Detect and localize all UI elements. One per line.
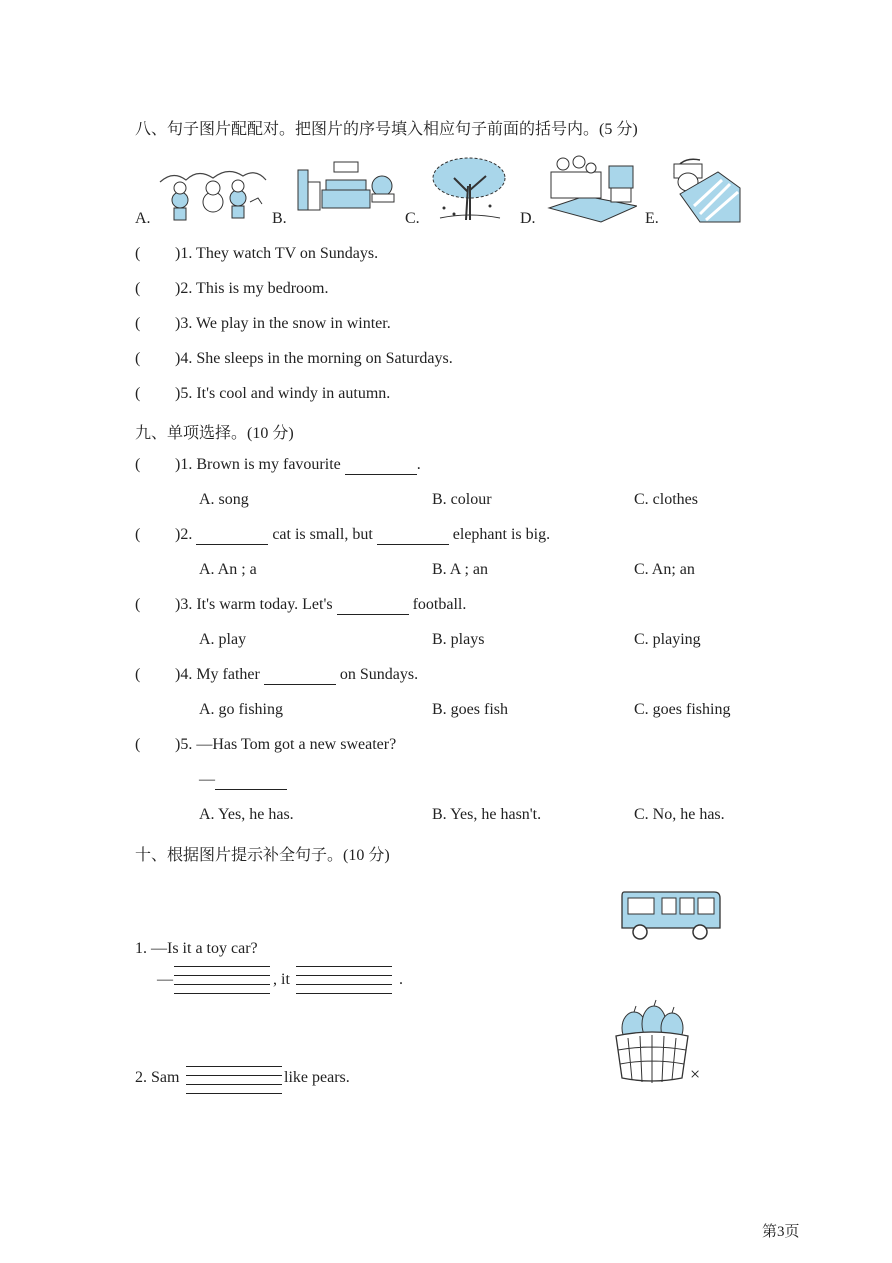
- section-10-title: 十、根据图片提示补全句子。(10 分): [135, 847, 390, 864]
- answer-paren[interactable]: (: [135, 315, 141, 332]
- question-text-end: elephant is big.: [448, 526, 551, 543]
- answer-paren[interactable]: (: [135, 526, 141, 543]
- fill-blank[interactable]: [215, 771, 287, 790]
- four-line-blank[interactable]: [174, 966, 270, 994]
- picture-label-c: C.: [405, 210, 420, 227]
- pear-basket-picture: [612, 998, 692, 1084]
- fill-blank[interactable]: [264, 666, 336, 685]
- picture-label-e: E.: [645, 210, 659, 227]
- question-text: )2.: [175, 526, 197, 543]
- match-item-3: [135, 315, 391, 333]
- option-2a[interactable]: A. An ; a: [199, 561, 257, 578]
- question-text-end: on Sundays.: [335, 666, 419, 683]
- match-sentence: )3. We play in the snow in winter.: [175, 315, 391, 332]
- four-line-blank[interactable]: [296, 966, 392, 994]
- cross-mark-icon: ×: [690, 1064, 701, 1084]
- fill-blank[interactable]: [377, 526, 449, 545]
- question-text: )3. It's warm today. Let's: [175, 596, 337, 613]
- option-4a[interactable]: A. go fishing: [199, 701, 283, 718]
- choice-question-1: [135, 456, 421, 475]
- sleeping-girl-picture: [670, 154, 742, 224]
- question-text-end: .: [416, 456, 421, 473]
- family-tv-picture: [545, 152, 637, 224]
- option-3b[interactable]: B. plays: [432, 631, 485, 648]
- fill-q1-mid: , it: [273, 971, 290, 988]
- page-number: 第3页: [762, 1224, 800, 1240]
- bus-picture: [618, 886, 722, 946]
- section-8-title: 八、句子图片配配对。把图片的序号填入相应句子前面的括号内。(5 分): [135, 121, 638, 138]
- option-4c[interactable]: C. goes fishing: [634, 701, 731, 718]
- question-text: )5. —Has Tom got a new sweater?: [175, 736, 397, 753]
- fill-q1-dash: —: [157, 971, 173, 988]
- answer-paren[interactable]: (: [135, 456, 141, 473]
- picture-label-b: B.: [272, 210, 287, 227]
- match-sentence: )4. She sleeps in the morning on Saturdays.: [175, 350, 453, 367]
- fill-q2-end: like pears.: [284, 1069, 350, 1086]
- fill-q1-end: .: [399, 971, 403, 988]
- bedroom-picture: [294, 160, 398, 216]
- choice-question-4: [135, 666, 418, 685]
- fill-question-1-line1: 1. —Is it a toy car?: [135, 940, 258, 957]
- choice-question-2: [135, 526, 550, 545]
- answer-paren[interactable]: (: [135, 280, 141, 297]
- answer-line-5: [199, 771, 287, 790]
- match-sentence: )2. This is my bedroom.: [175, 280, 329, 297]
- answer-paren[interactable]: (: [135, 385, 141, 402]
- answer-paren[interactable]: (: [135, 350, 141, 367]
- answer-paren[interactable]: (: [135, 245, 141, 262]
- match-item-1: [135, 245, 378, 263]
- four-line-blank[interactable]: [186, 1066, 282, 1094]
- snow-play-picture: [158, 162, 268, 224]
- option-1a[interactable]: A. song: [199, 491, 249, 508]
- option-5a[interactable]: A. Yes, he has.: [199, 806, 294, 823]
- answer-dash: —: [199, 771, 215, 788]
- question-text: )4. My father: [175, 666, 264, 683]
- answer-paren[interactable]: (: [135, 736, 141, 753]
- option-3c[interactable]: C. playing: [634, 631, 701, 648]
- question-text-end: football.: [408, 596, 467, 613]
- section-9-title: 九、单项选择。(10 分): [135, 425, 294, 442]
- option-2b[interactable]: B. A ; an: [432, 561, 489, 578]
- option-3a[interactable]: A. play: [199, 631, 247, 648]
- option-1b[interactable]: B. colour: [432, 491, 492, 508]
- answer-paren[interactable]: (: [135, 666, 141, 683]
- fill-blank[interactable]: [196, 526, 268, 545]
- autumn-tree-picture: [430, 156, 508, 224]
- answer-paren[interactable]: (: [135, 596, 141, 613]
- match-sentence: )1. They watch TV on Sundays.: [175, 245, 379, 262]
- picture-label-d: D.: [520, 210, 536, 227]
- picture-label-a: A.: [135, 210, 151, 227]
- match-item-5: [135, 385, 390, 403]
- option-5c[interactable]: C. No, he has.: [634, 806, 725, 823]
- match-item-4: [135, 350, 453, 368]
- fill-q2-start: 2. Sam: [135, 1069, 180, 1086]
- choice-question-3: [135, 596, 466, 615]
- match-sentence: )5. It's cool and windy in autumn.: [175, 385, 391, 402]
- option-5b[interactable]: B. Yes, he hasn't.: [432, 806, 542, 823]
- option-4b[interactable]: B. goes fish: [432, 701, 508, 718]
- fill-blank[interactable]: [337, 596, 409, 615]
- choice-question-5: [135, 736, 396, 754]
- option-2c[interactable]: C. An; an: [634, 561, 695, 578]
- match-item-2: [135, 280, 328, 298]
- option-1c[interactable]: C. clothes: [634, 491, 698, 508]
- fill-blank[interactable]: [345, 456, 417, 475]
- question-text-middle: cat is small, but: [268, 526, 377, 543]
- question-text: )1. Brown is my favourite: [175, 456, 345, 473]
